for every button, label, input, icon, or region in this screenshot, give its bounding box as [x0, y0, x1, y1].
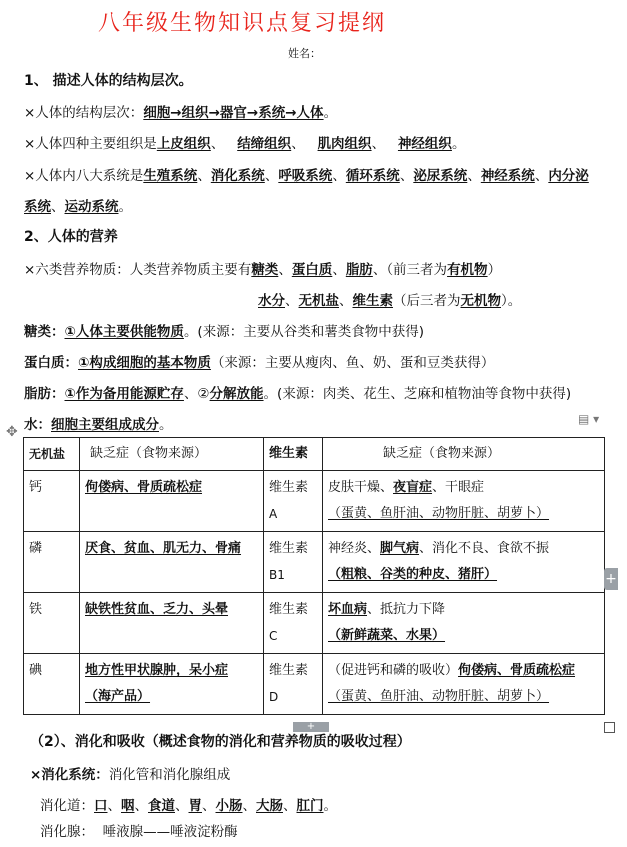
- vitamin-label: 维生素: [269, 480, 309, 495]
- vitamin-source: （新鲜蔬菜、水果）: [328, 628, 446, 643]
- organic-note-prefix: （前三者为: [386, 262, 448, 278]
- tract-item: 大肠: [256, 798, 283, 814]
- inorganic-note-suffix: ）。: [501, 293, 522, 309]
- tissue-item: 肌肉组织: [317, 136, 372, 152]
- organic-note-suffix: ）: [487, 262, 502, 278]
- protein-line: [24, 351, 494, 371]
- table-move-handle-icon[interactable]: ✥: [6, 424, 18, 440]
- tissues-line: [24, 132, 465, 152]
- separator: 、: [371, 136, 386, 152]
- levels-value: 细胞→组织→器官→系统→人体: [143, 105, 324, 121]
- vitamin-label: 维生素: [269, 602, 309, 617]
- nutrients-prefix: ×六类营养物质：人类营养物质主要有: [24, 262, 252, 278]
- tissue-item: 结缔组织: [237, 136, 292, 152]
- systems-suffix: 。: [118, 199, 132, 215]
- digestive-system-label: ×消化系统：: [30, 767, 109, 783]
- system-item: 呼吸系统: [278, 168, 333, 184]
- vitamin-source: （蛋黄、鱼肝油、动物肝脏、胡萝卜）: [328, 506, 550, 521]
- mineral-deficiency: 佝偻病、骨质疏松症: [85, 480, 203, 495]
- document-title: 八年级生物知识点复习提纲: [98, 11, 387, 36]
- section1-heading: 1、 描述人体的结构层次。: [24, 73, 193, 89]
- system-item: 消化系统: [210, 168, 265, 184]
- water-suffix: 。: [159, 417, 173, 433]
- add-column-plus-icon[interactable]: +: [604, 568, 618, 590]
- protein-label: 蛋白质：: [24, 355, 78, 371]
- vitamin-deficiency-plain: 皮肤干燥、: [328, 480, 394, 495]
- vitamin-deficiency-cell: [323, 654, 605, 715]
- water-line: [24, 413, 173, 433]
- vitamin-code: C: [269, 629, 278, 643]
- mineral-deficiency: 厌食、贫血、肌无力、骨痛: [85, 541, 242, 556]
- inorganic-note-value: 无机物: [460, 293, 501, 309]
- fat-source: 。(来源：肉类、花生、芝麻和植物油等食物中获得): [263, 386, 572, 402]
- mineral-deficiency: 地方性甲状腺肿，呆小症: [85, 663, 229, 678]
- digestive-gland-value: 唾液腺——唾液淀粉酶: [102, 824, 238, 840]
- digestive-gland-line: [40, 820, 238, 840]
- system-item: 神经系统: [480, 168, 535, 184]
- vitamin-deficiency-key: 坏血病: [328, 602, 368, 617]
- tract-suffix: 。: [323, 798, 337, 814]
- table-resize-handle-icon[interactable]: [604, 722, 615, 733]
- nutrient-item: 水分: [258, 293, 285, 309]
- protein-source: （来源：主要从瘦肉、鱼、奶、蛋和豆类获得）: [210, 355, 495, 371]
- tract-item: 胃: [188, 798, 202, 814]
- organic-note-value: 有机物: [447, 262, 488, 278]
- vitamin-label: 维生素: [269, 541, 309, 556]
- system-item: 内分泌: [548, 168, 589, 184]
- mineral-source: （海产品）: [85, 689, 151, 704]
- sugar-point: ①人体主要供能物质: [64, 324, 184, 340]
- vitamin-source: （粗粮、谷类的种皮、猪肝）: [328, 567, 498, 582]
- vitamin-code: D: [269, 690, 279, 704]
- tract-item: 咽: [121, 798, 135, 814]
- nutrients-line-2: 水分、无机盐、维生素（后三者为无机物）。: [258, 293, 522, 309]
- systems-prefix: ×人体内八大系统是: [24, 168, 144, 184]
- tissues-suffix: 。: [451, 136, 466, 152]
- vitamin-source: （蛋黄、鱼肝油、动物肝脏、胡萝卜）: [328, 689, 550, 704]
- system-item: 生殖系统: [143, 168, 198, 184]
- vitamin-cell: [264, 471, 323, 532]
- vitamin-deficiency-tail: 、干眼症: [432, 480, 485, 495]
- sugar-label: 糖类：: [24, 324, 65, 340]
- nutrient-item: 脂肪: [345, 262, 373, 278]
- systems-line-1: ×人体内八大系统是生殖系统、消化系统、呼吸系统、循环系统、泌尿系统、神经系统、内分泌: [24, 168, 589, 184]
- sugar-source: 。(来源：主要从谷类和薯类食物中获得): [183, 324, 424, 340]
- digestive-system-value: 消化管和消化腺组成: [108, 767, 231, 783]
- mineral-cell: 碘: [24, 654, 80, 715]
- vitamin-deficiency-cell: [323, 532, 605, 593]
- table-header-row: [24, 438, 605, 471]
- tissue-item: 神经组织: [397, 136, 452, 152]
- system-item: 运动系统: [64, 199, 119, 215]
- vitamin-deficiency-plain: （促进钙和磷的吸收）: [328, 663, 459, 678]
- inorganic-note-prefix: （后三者为: [393, 293, 461, 309]
- nutrient-item: 维生素: [352, 293, 393, 309]
- mineral-cell: 磷: [24, 532, 80, 593]
- digestive-tract-label: 消化道：: [40, 798, 94, 814]
- levels-suffix: 。: [323, 105, 338, 121]
- systems-line-2: 系统、运动系统。: [24, 199, 132, 215]
- header-vitamin: 维生素: [264, 438, 323, 471]
- fat-mid: 、②: [183, 386, 210, 402]
- sugar-line: [24, 320, 424, 340]
- vitamin-code: B1: [269, 568, 285, 582]
- header-mineral-deficiency: 缺乏症（食物来源）: [80, 438, 264, 471]
- system-item: 循环系统: [345, 168, 400, 184]
- vitamin-cell: [264, 593, 323, 654]
- table-row: [24, 593, 605, 654]
- digestive-system-line: [30, 763, 230, 783]
- tract-item: 食道: [148, 798, 175, 814]
- section3-heading: （2）、消化和吸收（概述食物的消化和营养物质的吸收过程）: [30, 734, 411, 750]
- vitamin-deficiency-tail: 、消化不良、食欲不振: [419, 541, 550, 556]
- mineral-cell: 钙: [24, 471, 80, 532]
- table-row: [24, 532, 605, 593]
- mineral-deficiency-cell: [80, 471, 264, 532]
- vitamin-deficiency-cell: [323, 471, 605, 532]
- protein-point: ①构成细胞的基本物质: [78, 355, 211, 371]
- table-row: [24, 471, 605, 532]
- system-item: 泌尿系统: [413, 168, 468, 184]
- tissue-item: 上皮组织: [156, 136, 211, 152]
- header-mineral: 无机盐: [24, 438, 80, 471]
- water-value: 细胞主要组成成分: [51, 417, 159, 433]
- structure-levels-line: [24, 101, 337, 121]
- fat-point1: ①作为备用能源贮存: [64, 386, 184, 402]
- mineral-deficiency-cell: [80, 654, 264, 715]
- mineral-deficiency-cell: [80, 532, 264, 593]
- tissues-prefix: ×人体四种主要组织是: [24, 136, 157, 152]
- add-row-plus-icon[interactable]: +: [293, 722, 329, 732]
- vitamin-deficiency-key: 夜盲症: [393, 480, 433, 495]
- nutrient-item: 糖类: [251, 262, 279, 278]
- tract-item: 口: [94, 798, 108, 814]
- water-label: 水：: [24, 417, 51, 433]
- table-row: [24, 654, 605, 715]
- fat-line: [24, 382, 571, 402]
- fat-label: 脂肪：: [24, 386, 65, 402]
- nutrient-item: 蛋白质: [291, 262, 333, 278]
- nutrition-table: [23, 437, 605, 715]
- vitamin-cell: [264, 532, 323, 593]
- tract-item: 小肠: [215, 798, 243, 814]
- mineral-cell: 铁: [24, 593, 80, 654]
- nutrients-line-1: ×六类营养物质：人类营养物质主要有糖类、蛋白质、脂肪、（前三者为有机物）: [24, 262, 502, 278]
- separator: 、: [210, 136, 225, 152]
- digestive-tract-line: 消化道：口、咽、食道、胃、小肠、大肠、肛门。: [40, 798, 337, 814]
- mineral-deficiency: 缺铁性贫血、乏力、头晕: [85, 602, 229, 617]
- vitamin-deficiency-tail: 、抵抗力下降: [367, 602, 446, 617]
- name-label: 姓名：: [288, 47, 321, 60]
- levels-prefix: ×人体的结构层次：: [24, 105, 144, 121]
- separator: 、: [291, 136, 305, 152]
- header-vitamin-deficiency: 缺乏症（食物来源）: [323, 438, 605, 471]
- mineral-deficiency-cell: [80, 593, 264, 654]
- vitamin-label: 维生素: [269, 663, 309, 678]
- vitamin-cell: [264, 654, 323, 715]
- vitamin-deficiency-key: 佝偻病、骨质疏松症: [458, 663, 576, 678]
- document-options-icon[interactable]: ▤ ▾: [578, 412, 600, 426]
- vitamin-code: A: [269, 507, 278, 521]
- section2-heading: 2、人体的营养: [24, 229, 118, 245]
- system-item: 系统: [24, 199, 51, 215]
- vitamin-deficiency-key: 脚气病: [380, 541, 420, 556]
- vitamin-deficiency-plain: 神经炎、: [328, 541, 381, 556]
- tract-item: 肛门: [296, 798, 324, 814]
- digestive-gland-label: 消化腺：: [40, 824, 94, 840]
- fat-point2: 分解放能: [209, 386, 264, 402]
- vitamin-deficiency-cell: [323, 593, 605, 654]
- nutrient-item: 无机盐: [298, 293, 339, 309]
